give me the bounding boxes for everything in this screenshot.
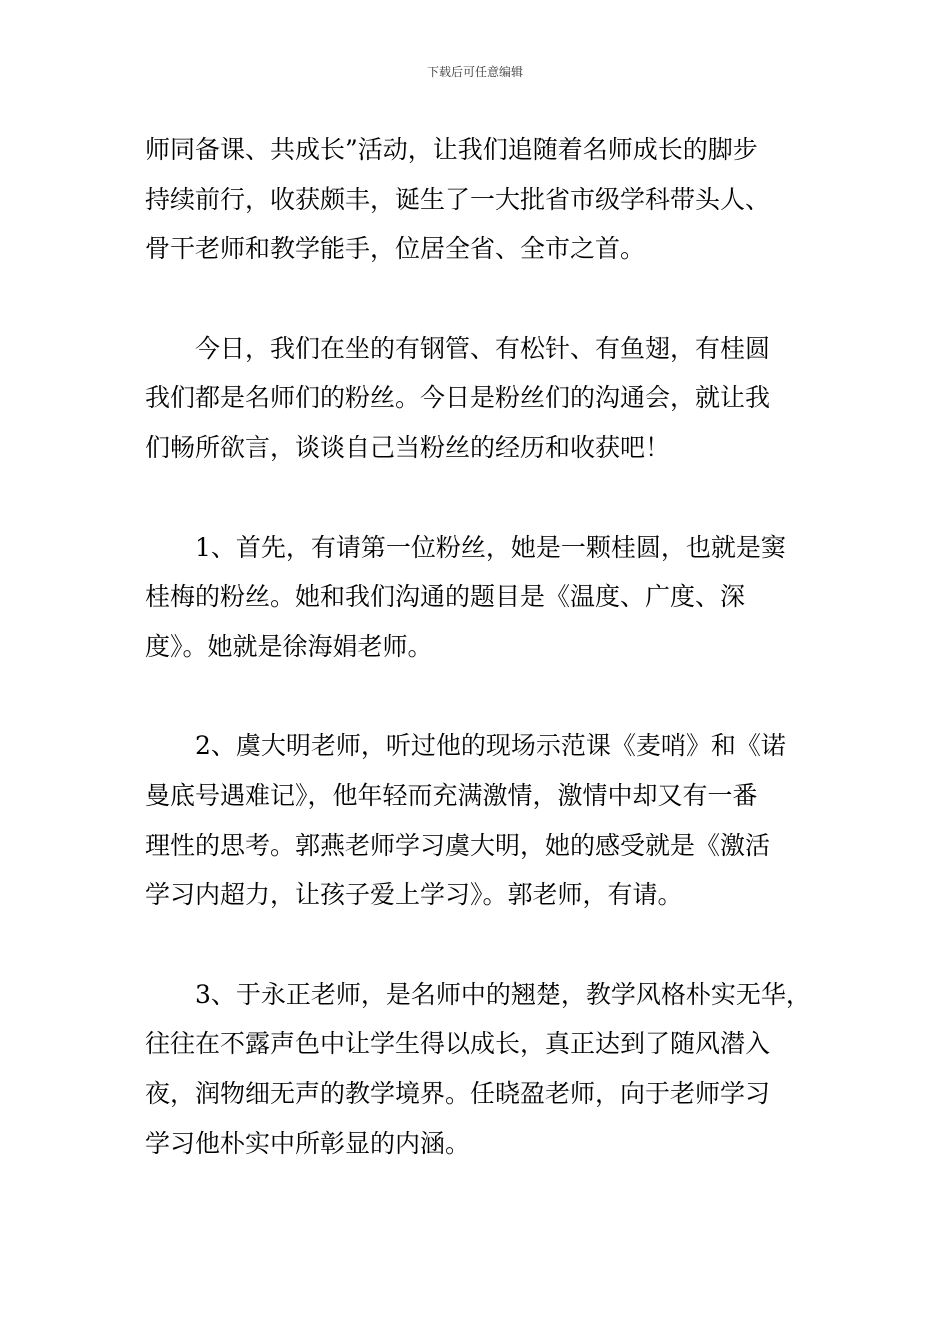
paragraph-line: 学习他朴实中所彰显的内涵。 xyxy=(145,1128,471,1158)
paragraph-line: 我们都是名师们的粉丝。今日是粉丝们的沟通会，就让我 xyxy=(145,383,771,413)
paragraph-gap xyxy=(145,671,815,721)
paragraph-line: 度》。她就是徐海娟老师。 xyxy=(145,631,433,661)
paragraph-line: 们畅所欲言，谈谈自己当粉丝的经历和收获吧！ xyxy=(145,432,671,462)
paragraph-3 xyxy=(145,523,815,672)
paragraph-line: 2、虞大明老师，听过他的现场示范课《麦哨》和《诺 xyxy=(195,731,786,761)
paragraph-line: 学习内超力，让孩子爱上学习》。郭老师，有请。 xyxy=(145,880,683,910)
paragraph-line: 今日，我们在坐的有钢管、有松针、有鱼翅，有桂圆 xyxy=(195,333,771,363)
paragraph-gap xyxy=(145,920,815,970)
paragraph-line: 往往在不露声色中让学生得以成长，真正达到了随风潜入 xyxy=(145,1029,771,1059)
paragraph-line: 持续前行，收获颇丰，诞生了一大批省市级学科带头人、 xyxy=(145,184,771,214)
paragraph-line: 骨干老师和教学能手，位居全省、全市之首。 xyxy=(145,234,646,264)
paragraph-line: 曼底号遇难记》，他年轻而充满激情，激情中却又有一番 xyxy=(145,780,758,810)
paragraph-2 xyxy=(145,324,815,473)
paragraph-line: 1、首先，有请第一位粉丝，她是一颗桂圆，也就是窦 xyxy=(195,532,786,562)
paragraph-5 xyxy=(145,970,815,1168)
paragraph-1 xyxy=(145,125,815,274)
document-body xyxy=(145,125,815,1168)
page-header: 下载后可任意编辑 xyxy=(426,65,523,79)
paragraph-line: 师同备课、共成长”活动，让我们追随着名师成长的脚步 xyxy=(145,135,758,164)
paragraph-line: 3、于永正老师，是名师中的翘楚，教学风格朴实无华， xyxy=(195,979,811,1009)
paragraph-gap xyxy=(145,473,815,523)
paragraph-line: 桂梅的粉丝。她和我们沟通的题目是《温度、广度、深 xyxy=(145,582,746,612)
paragraph-gap xyxy=(145,274,815,324)
paragraph-line: 夜，润物细无声的教学境界。任晓盈老师，向于老师学习 xyxy=(145,1078,771,1108)
paragraph-4 xyxy=(145,721,815,919)
paragraph-line: 理性的思考。郭燕老师学习虞大明，她的感受就是《激活 xyxy=(145,830,771,860)
